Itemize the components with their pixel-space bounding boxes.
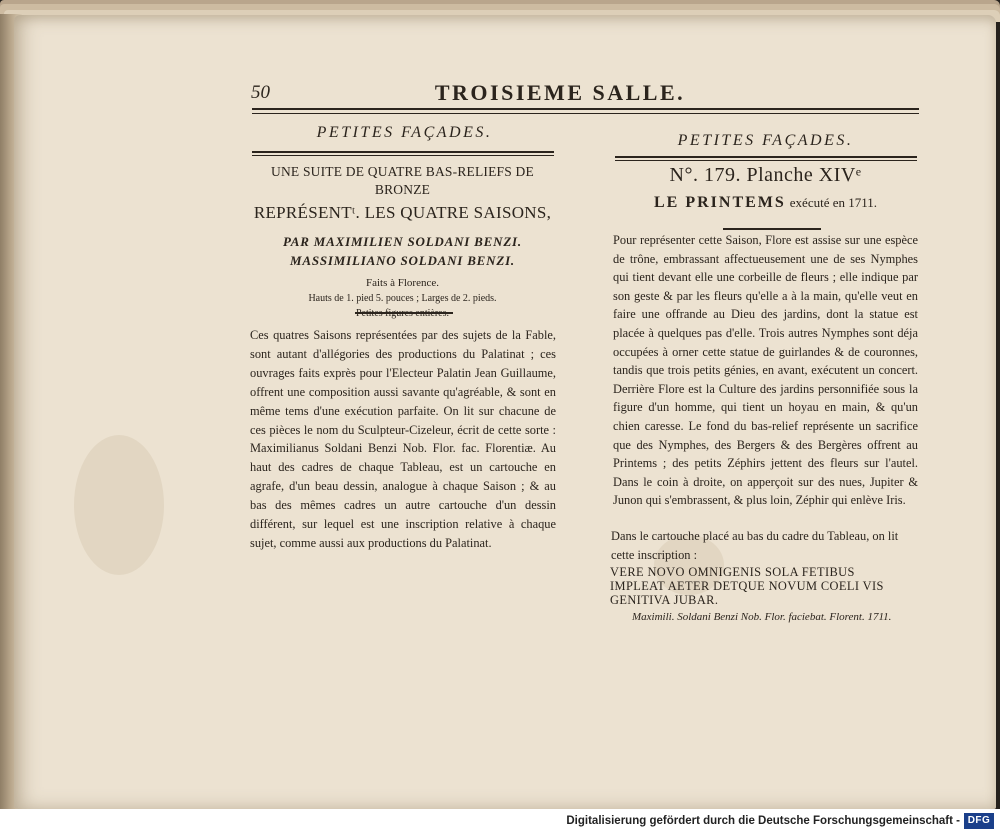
left-section-heading: PETITES FAÇADES.	[316, 124, 493, 141]
place-made: Faits à Florence.	[365, 277, 439, 289]
left-entry-heading	[250, 163, 555, 321]
right-divider	[723, 228, 821, 230]
page-number: 50	[251, 82, 270, 103]
funding-notice: Digitalisierung gefördert durch die Deutsche Forschungsgemeinschaft -	[566, 815, 960, 827]
artist-name-fr: PAR MAXIMILIEN SOLDANI BENZI.	[283, 234, 522, 249]
subject-line	[613, 193, 918, 213]
subject-date: exécuté en 1711.	[789, 195, 878, 210]
right-entry-heading	[613, 163, 918, 213]
left-title-line2: REPRÉSENTᵗ. LES QUATRE SAISONS,	[253, 203, 552, 222]
dfg-logo[interactable]: DFG	[964, 813, 994, 829]
left-title-line1: UNE SUITE DE QUATRE BAS-RELIEFS DE BRONZE	[271, 164, 534, 197]
sculptor-signature: Maximili. Soldani Benzi Nob. Flor. faciebat. Florent. 1711.	[632, 611, 892, 623]
right-section-heading: PETITES FAÇADES.	[677, 132, 854, 149]
right-body-text: Pour représenter cette Saison, Flore est assise sur une espèce de trône, embrassant affectueusement une de ses Nymphes qui tient devant elle une corbeille de fleurs ; elle indique par son geste & par les fleurs qu'elle a à la main, qu'elle veut en faire une offrande au Dieu des jardins, dont la statue est placée à quelques pas d'elle. Trois autres Nymphes sont déja occupées à orner cette statue de guirlandes & de couronnes, tandis que trois petits génies, en avant, exécutent un concert. Derrière Flore est la Culture des jardins personnifiée sous la figure d'un homme, qui tient un hoyau en main, & qu'un chien caresse. Le fond du bas-relief représente un sacrifice que des Nymphes, des Bergers & des Bergères offrent au Printems ; des petits Zéphirs jettent des fleurs sur l'autel. Dans le coin à droite, on apperçoit sur des nues, Jupiter & Junon qui s'embrassent, & plus loin, Zéphir qui enlève Iris.	[613, 233, 918, 508]
left-body-text: Ces quatres Saisons représentées par des sujets de la Fable, sont autant d'allégories des productions du Palatinat ; ces ouvrages faits exprès pour l'Electeur Palatin Jean Guillaume, offrent une composition aussi savante qu'agréable, & sont en même tems d'une exécution parfaite. On lit sur chacune de ces pièces le nom du Sculpteur-Cizeleur, écrit de cette sorte : Maximilianus Soldani Benzi Nob. Flor. fac. Florentiæ. Au haut des cadres de chaque Tableau, est un cartouche en agrafe, d'un beau dessin, analogue à chaque Saison ; & au bas des mêmes cadres un autre cartouche d'un dessin différent, sur lequel est une inscription relative à chaque sujet, comme aussi aux productions du Palatinat.	[250, 328, 556, 550]
subject-title: LE PRINTEMS	[653, 194, 786, 211]
paper-stain	[74, 435, 164, 575]
left-section-rule	[252, 151, 554, 153]
running-title: TROISIEME SALLE.	[434, 80, 686, 105]
left-section-rule	[252, 155, 554, 156]
inscription-line: GENITIVA JUBAR.	[610, 593, 719, 607]
inscription	[610, 565, 930, 607]
artist-name-it: MASSIMILIANO SOLDANI BENZI.	[290, 253, 515, 268]
header-rule	[252, 113, 919, 114]
dimensions: Hauts de 1. pied 5. pouces ; Larges de 2. pieds.	[308, 293, 497, 304]
plate-number: N°. 179. Planche XIVᵉ	[669, 164, 862, 186]
left-divider	[355, 312, 453, 314]
inscription-line: VERE NOVO OMNIGENIS SOLA FETIBUS	[610, 565, 855, 579]
inscription-line: IMPLEAT AETER DETQUE NOVUM COELI VIS	[610, 579, 884, 593]
right-section-rule	[615, 156, 917, 158]
right-section-rule	[615, 160, 917, 161]
header-rule	[252, 108, 919, 110]
inscription-intro: Dans le cartouche placé au bas du cadre du Tableau, on lit cette inscription :	[611, 529, 899, 562]
